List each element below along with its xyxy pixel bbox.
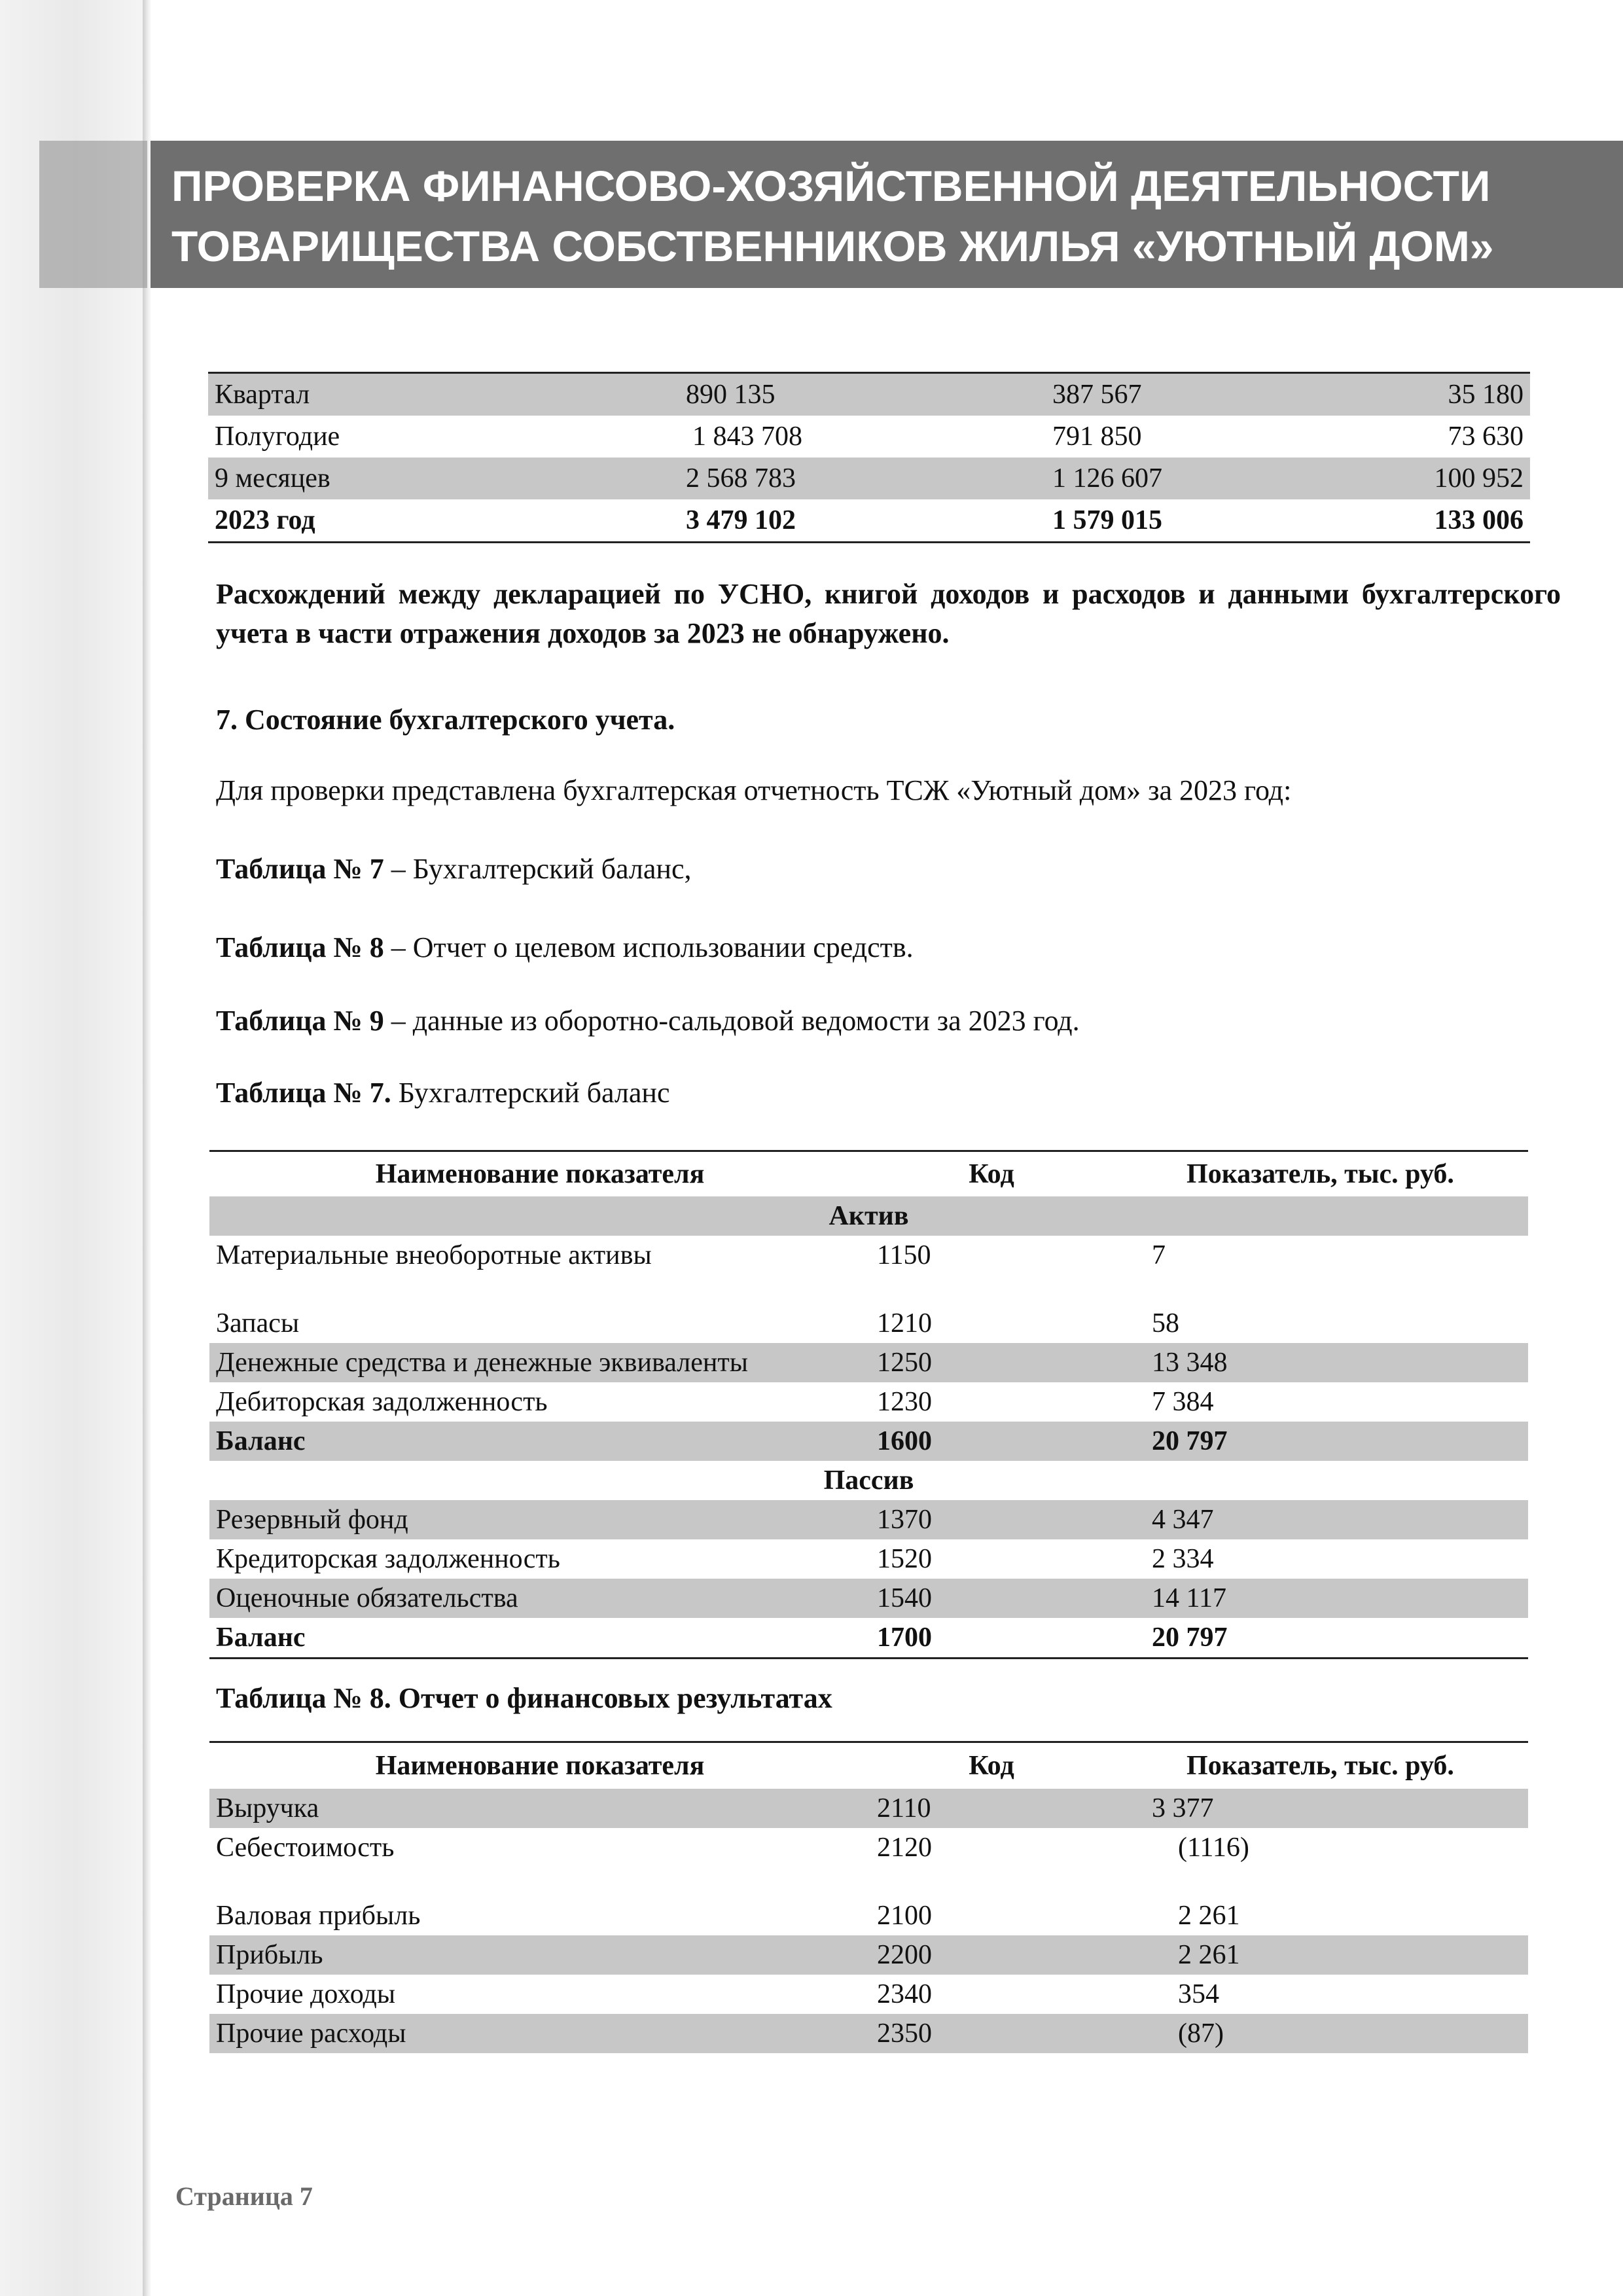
table-row-total (209, 1618, 1528, 1659)
code-cell: 1230 (877, 1387, 932, 1417)
code-cell: 1600 (870, 1422, 1113, 1461)
section-row (209, 1196, 1528, 1236)
table-row (208, 416, 1530, 457)
table-row (209, 1382, 1528, 1422)
spacer-row (209, 1867, 1528, 1896)
value-cell: 2 261 (1178, 1901, 1240, 1931)
value-cell: 20 797 (1152, 1623, 1228, 1653)
results-table (209, 1741, 1528, 2053)
period-cell: Квартал (208, 373, 679, 416)
table-list-item-9 (216, 1001, 1561, 1041)
value-cell: 2 261 (1113, 1935, 1528, 1975)
value-cell: 13 348 (1113, 1343, 1528, 1382)
value-cell: 4 347 (1113, 1500, 1528, 1539)
value-cell: 791 850 (1052, 422, 1142, 452)
column-header: Код (969, 1751, 1014, 1781)
code-cell: 1540 (870, 1579, 1113, 1618)
period-cell: 2023 год (215, 505, 315, 535)
value-cell: 20 797 (1113, 1422, 1528, 1461)
section-row (209, 1461, 1528, 1500)
value-cell: 14 117 (1113, 1579, 1528, 1618)
code-cell: 2120 (877, 1833, 932, 1863)
table-7-caption-label: Таблица № 7. (216, 1077, 391, 1109)
section-active-label: Актив (209, 1196, 1528, 1236)
value-cell: 3 377 (1113, 1789, 1528, 1828)
value-cell: (1116) (1178, 1833, 1249, 1863)
code-cell: 2100 (877, 1901, 932, 1931)
title-line-1: ПРОВЕРКА ФИНАНСОВО-ХОЗЯЙСТВЕННОЙ ДЕЯТЕЛЬНОСТИ (171, 162, 1491, 210)
value-cell: 100 952 (1340, 457, 1530, 499)
table-row (209, 1975, 1528, 2014)
table-9-ref: Таблица № 9 (216, 1005, 384, 1037)
table-header-row (209, 1742, 1528, 1789)
table-row (208, 457, 1530, 499)
discrepancy-note: Расхождений между декларацией по УСНО, книгой доходов и расходов и данными бухгалтерского учета в части отражения доходов за 2023 не обнаружено. (216, 578, 1561, 649)
value-cell: 35 180 (1340, 373, 1530, 416)
column-header: Наименование показателя (375, 1159, 705, 1189)
name-cell: Оценочные обязательства (209, 1579, 870, 1618)
table-header-row (209, 1151, 1528, 1197)
balance-table (209, 1150, 1528, 1659)
name-cell: Валовая прибыль (216, 1901, 421, 1931)
name-cell: Баланс (216, 1623, 306, 1653)
period-cell: Полугодие (215, 422, 340, 452)
table-row (209, 1789, 1528, 1828)
previous-page-banner (39, 141, 147, 288)
table-list-item-7 (216, 850, 1561, 889)
table-row-total (208, 499, 1530, 543)
page-fold (143, 0, 149, 2296)
value-cell: 7 384 (1152, 1387, 1214, 1417)
name-cell: Прочие доходы (216, 1979, 396, 2009)
value-cell: 1 579 015 (1052, 505, 1162, 535)
value-cell: 1 126 607 (1046, 457, 1340, 499)
column-header: Показатель, тыс. руб. (1186, 1159, 1454, 1189)
table-row (209, 1539, 1528, 1579)
value-cell: 387 567 (1046, 373, 1340, 416)
table-row (209, 1579, 1528, 1618)
table-row (209, 1828, 1528, 1867)
name-cell: Денежные средства и денежные эквиваленты (209, 1343, 870, 1382)
table-row (209, 1500, 1528, 1539)
table-row (209, 1236, 1528, 1275)
name-cell: Выручка (209, 1789, 870, 1828)
code-cell: 1210 (877, 1308, 932, 1338)
table-row (209, 2014, 1528, 2053)
name-cell: Прибыль (209, 1935, 870, 1975)
value-cell: 2 334 (1152, 1544, 1214, 1574)
spacer-row (209, 1275, 1528, 1304)
table-7-caption (216, 1073, 1561, 1113)
code-cell: 2110 (870, 1789, 1113, 1828)
value-cell: 7 (1152, 1240, 1166, 1270)
table-8-ref: Таблица № 8 (216, 931, 384, 963)
value-cell: 133 006 (1434, 505, 1524, 535)
name-cell: Дебиторская задолженность (216, 1387, 548, 1417)
value-cell: 354 (1178, 1979, 1219, 2009)
column-header: Показатель, тыс. руб. (1186, 1751, 1454, 1781)
intro-paragraph: Для проверки представлена бухгалтерская отчетность ТСЖ «Уютный дом» за 2023 год: (216, 774, 1292, 806)
column-header: Код (969, 1159, 1014, 1189)
code-cell: 1520 (877, 1544, 932, 1574)
value-cell: 73 630 (1448, 422, 1524, 452)
income-table (208, 372, 1530, 543)
name-cell: Кредиторская задолженность (216, 1544, 560, 1574)
name-cell: Материальные внеоборотные активы (216, 1240, 652, 1270)
value-cell: 1 843 708 (692, 422, 802, 452)
section-passive-label: Пассив (823, 1465, 914, 1496)
table-row (209, 1935, 1528, 1975)
table-row-total (209, 1422, 1528, 1461)
value-cell: (87) (1113, 2014, 1528, 2053)
table-8-desc: – Отчет о целевом использовании средств. (383, 931, 914, 963)
code-cell: 1700 (877, 1623, 932, 1653)
previous-page-edge (0, 0, 151, 2296)
table-row (208, 373, 1530, 416)
code-cell: 1150 (877, 1240, 931, 1270)
table-9-desc: – данные из оборотно-сальдовой ведомости за 2023 год. (383, 1005, 1080, 1037)
section-7-heading: 7. Состояние бухгалтерского учета. (216, 704, 675, 736)
code-cell: 2350 (870, 2014, 1113, 2053)
table-7-desc: – Бухгалтерский баланс, (383, 853, 692, 885)
name-cell: Баланс (209, 1422, 870, 1461)
page-number: Страница 7 (175, 2181, 313, 2211)
period-cell: 9 месяцев (208, 457, 679, 499)
table-row (209, 1343, 1528, 1382)
code-cell: 2340 (877, 1979, 932, 2009)
title-line-2: ТОВАРИЩЕСТВА СОБСТВЕННИКОВ ЖИЛЬЯ «УЮТНЫЙ ДОМ» (171, 222, 1494, 270)
table-row (209, 1304, 1528, 1343)
name-cell: Себестоимость (216, 1833, 395, 1863)
name-cell: Резервный фонд (209, 1500, 870, 1539)
table-list-item-8 (216, 928, 1561, 967)
code-cell: 1250 (870, 1343, 1113, 1382)
value-cell: 890 135 (679, 373, 1046, 416)
code-cell: 2200 (870, 1935, 1113, 1975)
value-cell: 2 568 783 (679, 457, 1046, 499)
name-cell: Запасы (216, 1308, 300, 1338)
name-cell: Прочие расходы (209, 2014, 870, 2053)
table-8-caption: Таблица № 8. Отчет о финансовых результатах (216, 1682, 832, 1714)
table-7-ref: Таблица № 7 (216, 853, 384, 885)
code-cell: 1370 (870, 1500, 1113, 1539)
table-7-caption-text: Бухгалтерский баланс (391, 1077, 670, 1109)
column-header: Наименование показателя (375, 1751, 705, 1781)
value-cell: 58 (1152, 1308, 1179, 1338)
table-row (209, 1896, 1528, 1935)
page-title (171, 156, 1598, 276)
value-cell: 3 479 102 (686, 505, 796, 535)
